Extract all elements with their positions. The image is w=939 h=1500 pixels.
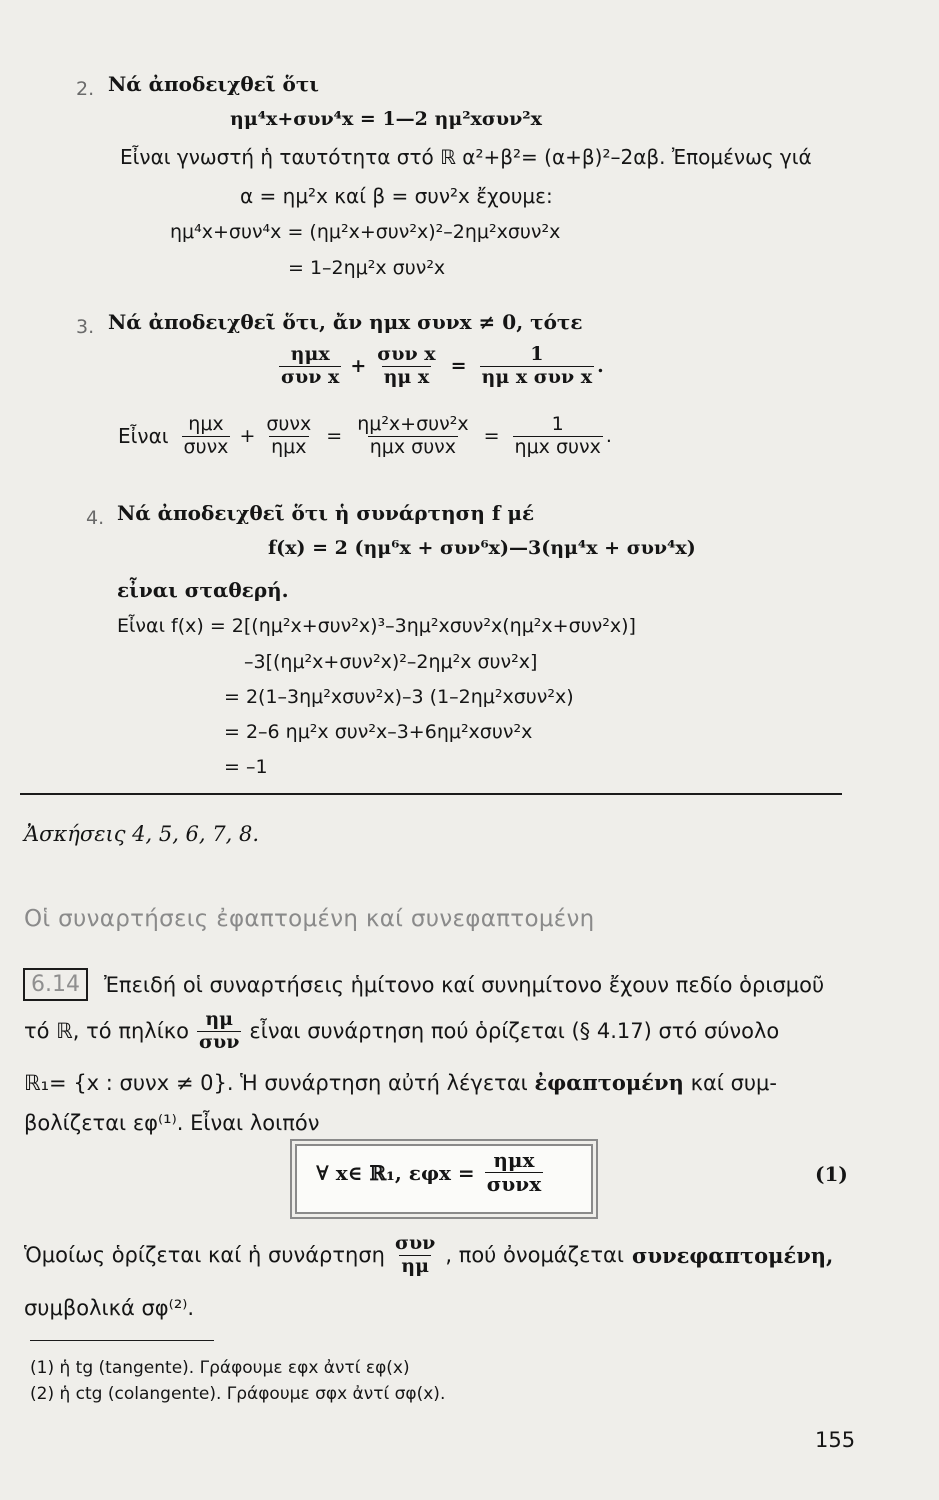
equation-label: (1)	[815, 1162, 848, 1186]
proof-line: = 2(1–3ημ²xσυν²x)–3 (1–2ημ²xσυν²x)	[224, 686, 574, 708]
identity-equation: ημ⁴x+συν⁴x = 1—2 ημ²xσυν²x	[230, 108, 542, 130]
footnote: (1) ἡ tg (tangente). Γράφουμε εφx ἀντί εφ(x)	[30, 1358, 410, 1378]
exercise-statement: Νά ἀποδειχθεῖ ὅτι	[108, 72, 319, 96]
proof-text: Εἶναι γνωστή ἡ ταυτότητα στό ℝ α²+β²= (α+β)²–2αβ. Ἐπομένως γιά	[120, 145, 812, 169]
paragraph-text: τό ℝ, τό πηλίκο $\frac{\eta\mu}{\text{συν}}$ εἶναι συνάρτηση πού ὁρίζεται (§ 4.17) στό σύνολο	[24, 1008, 780, 1053]
paragraph-text: Ἐπειδή οἱ συναρτήσεις ἡμίτονο καί συνημίτονο ἔχουν πεδίο ὁρισμοῦ	[104, 973, 825, 997]
exercise-statement: Νά ἀποδειχθεῖ ὅτι ἡ συνάρτηση f μέ	[117, 501, 535, 525]
proof-equation: Εἶναι $\frac{\text{ημx}}{\text{συνx}}$ + $\frac{\text{συνx}}{\text{ημx}}$ = $\frac{\text{ημ²x+συν²x}}{\text{ημx συνx}}$ = $\frac{1}{\text{ημx συνx}}$ .	[118, 413, 612, 458]
page-number: 155	[815, 1428, 856, 1452]
tangent-definition: ∀ x∈ ℝ₁, εφx = $\frac{\text{ημx}}{\text{συνx}}$	[316, 1148, 542, 1196]
fraction: $\frac{1}{\text{ημx συνx}}$	[514, 413, 601, 458]
footnote-divider	[30, 1340, 214, 1341]
exercise-statement: εἶναι σταθερή.	[117, 578, 289, 602]
paragraph-text: ℝ₁= {x : συνx ≠ 0}. Ἡ συνάρτηση αὐτή λέγεται ἐφαπτομένη καί συμ-	[24, 1070, 777, 1095]
fraction: $\frac{\text{ημ²x+συν²x}}{\text{ημx συνx}}$	[357, 413, 469, 458]
paragraph-number-box: 6.14	[23, 968, 88, 1001]
fraction: $\frac{\eta\mu}{\text{συν}}$	[199, 1008, 240, 1053]
paragraph-text: βολίζεται εφ⁽¹⁾. Εἶναι λοιπόν	[24, 1111, 320, 1135]
proof-line: –3[(ημ²x+συν²x)²–2ημ²x συν²x]	[244, 651, 538, 673]
equation-line: = 1–2ημ²x συν²x	[288, 257, 446, 279]
fraction: $\frac{\text{ημx}}{\text{συν x}}$	[281, 343, 340, 388]
proof-line: Εἶναι f(x) = 2[(ημ²x+συν²x)³–3ημ²xσυν²x(ημ²x+συν²x)]	[117, 615, 636, 637]
proof-text: α = ημ²x καί β = συν²x ἔχουμε:	[240, 184, 553, 208]
exercise-number: 3.	[76, 316, 95, 338]
proof-line: = –1	[224, 756, 268, 778]
exercise-number: 4.	[86, 507, 105, 529]
exercise-number: 2.	[76, 78, 95, 100]
fraction: $\frac{\text{συν x}}{\text{ημ x}}$	[377, 343, 436, 388]
footnote: (2) ἡ ctg (colangente). Γράφουμε σφx ἀντί σφ(x).	[30, 1384, 446, 1404]
proof-line: = 2–6 ημ²x συν²x–3+6ημ²xσυν²x	[224, 721, 533, 743]
paragraph-text: συμβολικά σφ⁽²⁾.	[24, 1296, 195, 1320]
fraction: $\frac{\text{συν}}{\eta\mu}$	[394, 1232, 436, 1277]
paragraph-text: Ὁμοίως ὁρίζεται καί ἡ συνάρτηση $\frac{\text{συν}}{\eta\mu}$ , πού ὀνομάζεται συνεφαπτομένη,	[24, 1232, 834, 1277]
fraction: $\frac{\text{ημx}}{\text{συνx}}$	[486, 1148, 542, 1196]
exercise-equation: $\frac{\text{ημx}}{\text{συν x}}$ + $\frac{\text{συν x}}{\text{ημ x}}$ = $\frac{1}{\text{ημ x συν x}}$ .	[281, 343, 604, 388]
exercise-statement: Νά ἀποδειχθεῖ ὅτι, ἄν ημx συνx ≠ 0, τότε	[108, 310, 583, 334]
divider	[20, 793, 842, 795]
fraction: $\frac{1}{\text{ημ x συν x}}$	[481, 343, 593, 388]
fraction: $\frac{\text{ημx}}{\text{συνx}}$	[183, 413, 229, 458]
equation-line: ημ⁴x+συν⁴x = (ημ²x+συν²x)²–2ημ²xσυν²x	[170, 221, 561, 243]
exercises-reference: Ἀσκήσεις 4, 5, 6, 7, 8.	[24, 822, 260, 846]
fraction: $\frac{\text{συνx}}{\text{ημx}}$	[266, 413, 312, 458]
function-definition: f(x) = 2 (ημ⁶x + συν⁶x)—3(ημ⁴x + συν⁴x)	[268, 537, 696, 559]
section-title: Οἱ συναρτήσεις ἐφαπτομένη καί συνεφαπτομένη	[24, 906, 595, 932]
